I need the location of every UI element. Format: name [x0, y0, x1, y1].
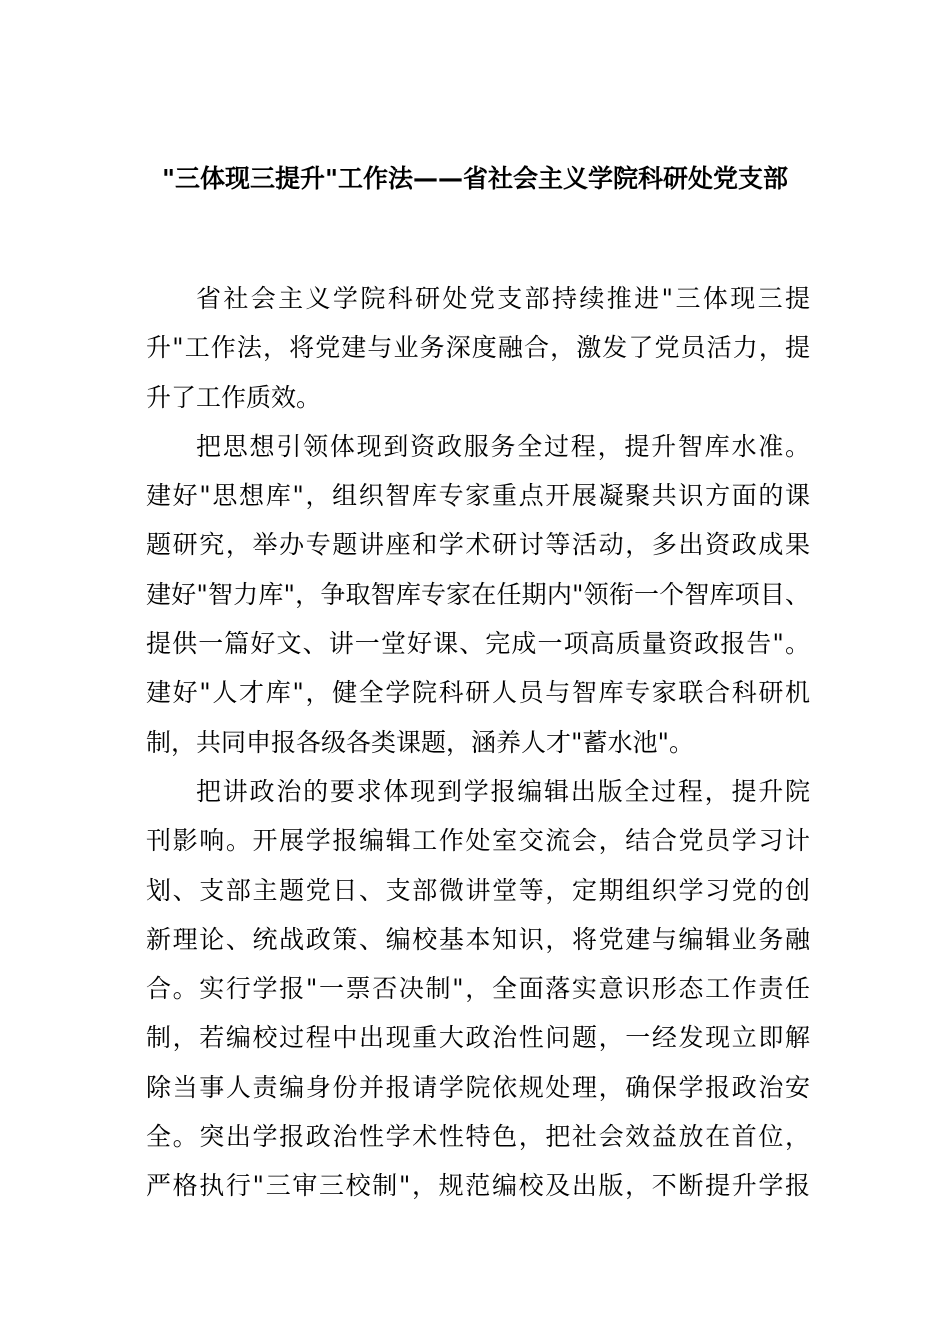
text-line: 刊影响。开展学报编辑工作处室交流会，结合党员学习计: [146, 826, 810, 856]
text-line: 全。突出学报政治性学术性特色，把社会效益放在首位，: [146, 1122, 810, 1152]
text-line: 提供一篇好文、讲一堂好课、完成一项高质量资政报告"。: [146, 629, 810, 659]
text-line: 建好"人才库"，健全学院科研人员与智库专家联合科研机: [146, 678, 810, 708]
text-line: 合。实行学报"一票否决制"，全面落实意识形态工作责任: [146, 974, 810, 1004]
text-line: 建好"思想库"，组织智库专家重点开展凝聚共识方面的课: [146, 481, 810, 511]
text-line: 划、支部主题党日、支部微讲堂等，定期组织学习党的创: [146, 875, 810, 905]
paragraph-think-tank: [146, 422, 810, 767]
text-line: 升"工作法，将党建与业务深度融合，激发了党员活力，提: [146, 333, 810, 363]
text-line: 题研究，举办专题讲座和学术研讨等活动，多出资政成果: [146, 530, 810, 560]
text-line: 建好"智力库"，争取智库专家在任期内"领衔一个智库项目、: [146, 579, 810, 609]
paragraph-journal: [146, 767, 810, 1211]
text-line: 除当事人责编身份并报请学院依规处理，确保学报政治安: [146, 1072, 810, 1102]
text-line: 升了工作质效。: [146, 382, 322, 412]
text-line: 制，共同申报各级各类课题，涵养人才"蓄水池"。: [146, 727, 694, 757]
text-line: 严格执行"三审三校制"，规范编校及出版，不断提升学报: [146, 1171, 810, 1201]
text-line: 把思想引领体现到资政服务全过程，提升智库水准。: [196, 431, 810, 461]
text-line: 新理论、统战政策、编校基本知识，将党建与编辑业务融: [146, 924, 810, 954]
document-body: [146, 274, 810, 1211]
text-line: 把讲政治的要求体现到学报编辑出版全过程，提升院: [196, 776, 810, 806]
document-title: "三体现三提升"工作法——省社会主义学院科研处党支部: [161, 164, 789, 193]
text-line: 制，若编校过程中出现重大政治性问题，一经发现立即解: [146, 1023, 810, 1053]
paragraph-intro: [146, 274, 810, 422]
text-line: 省社会主义学院科研处党支部持续推进"三体现三提: [196, 284, 810, 313]
